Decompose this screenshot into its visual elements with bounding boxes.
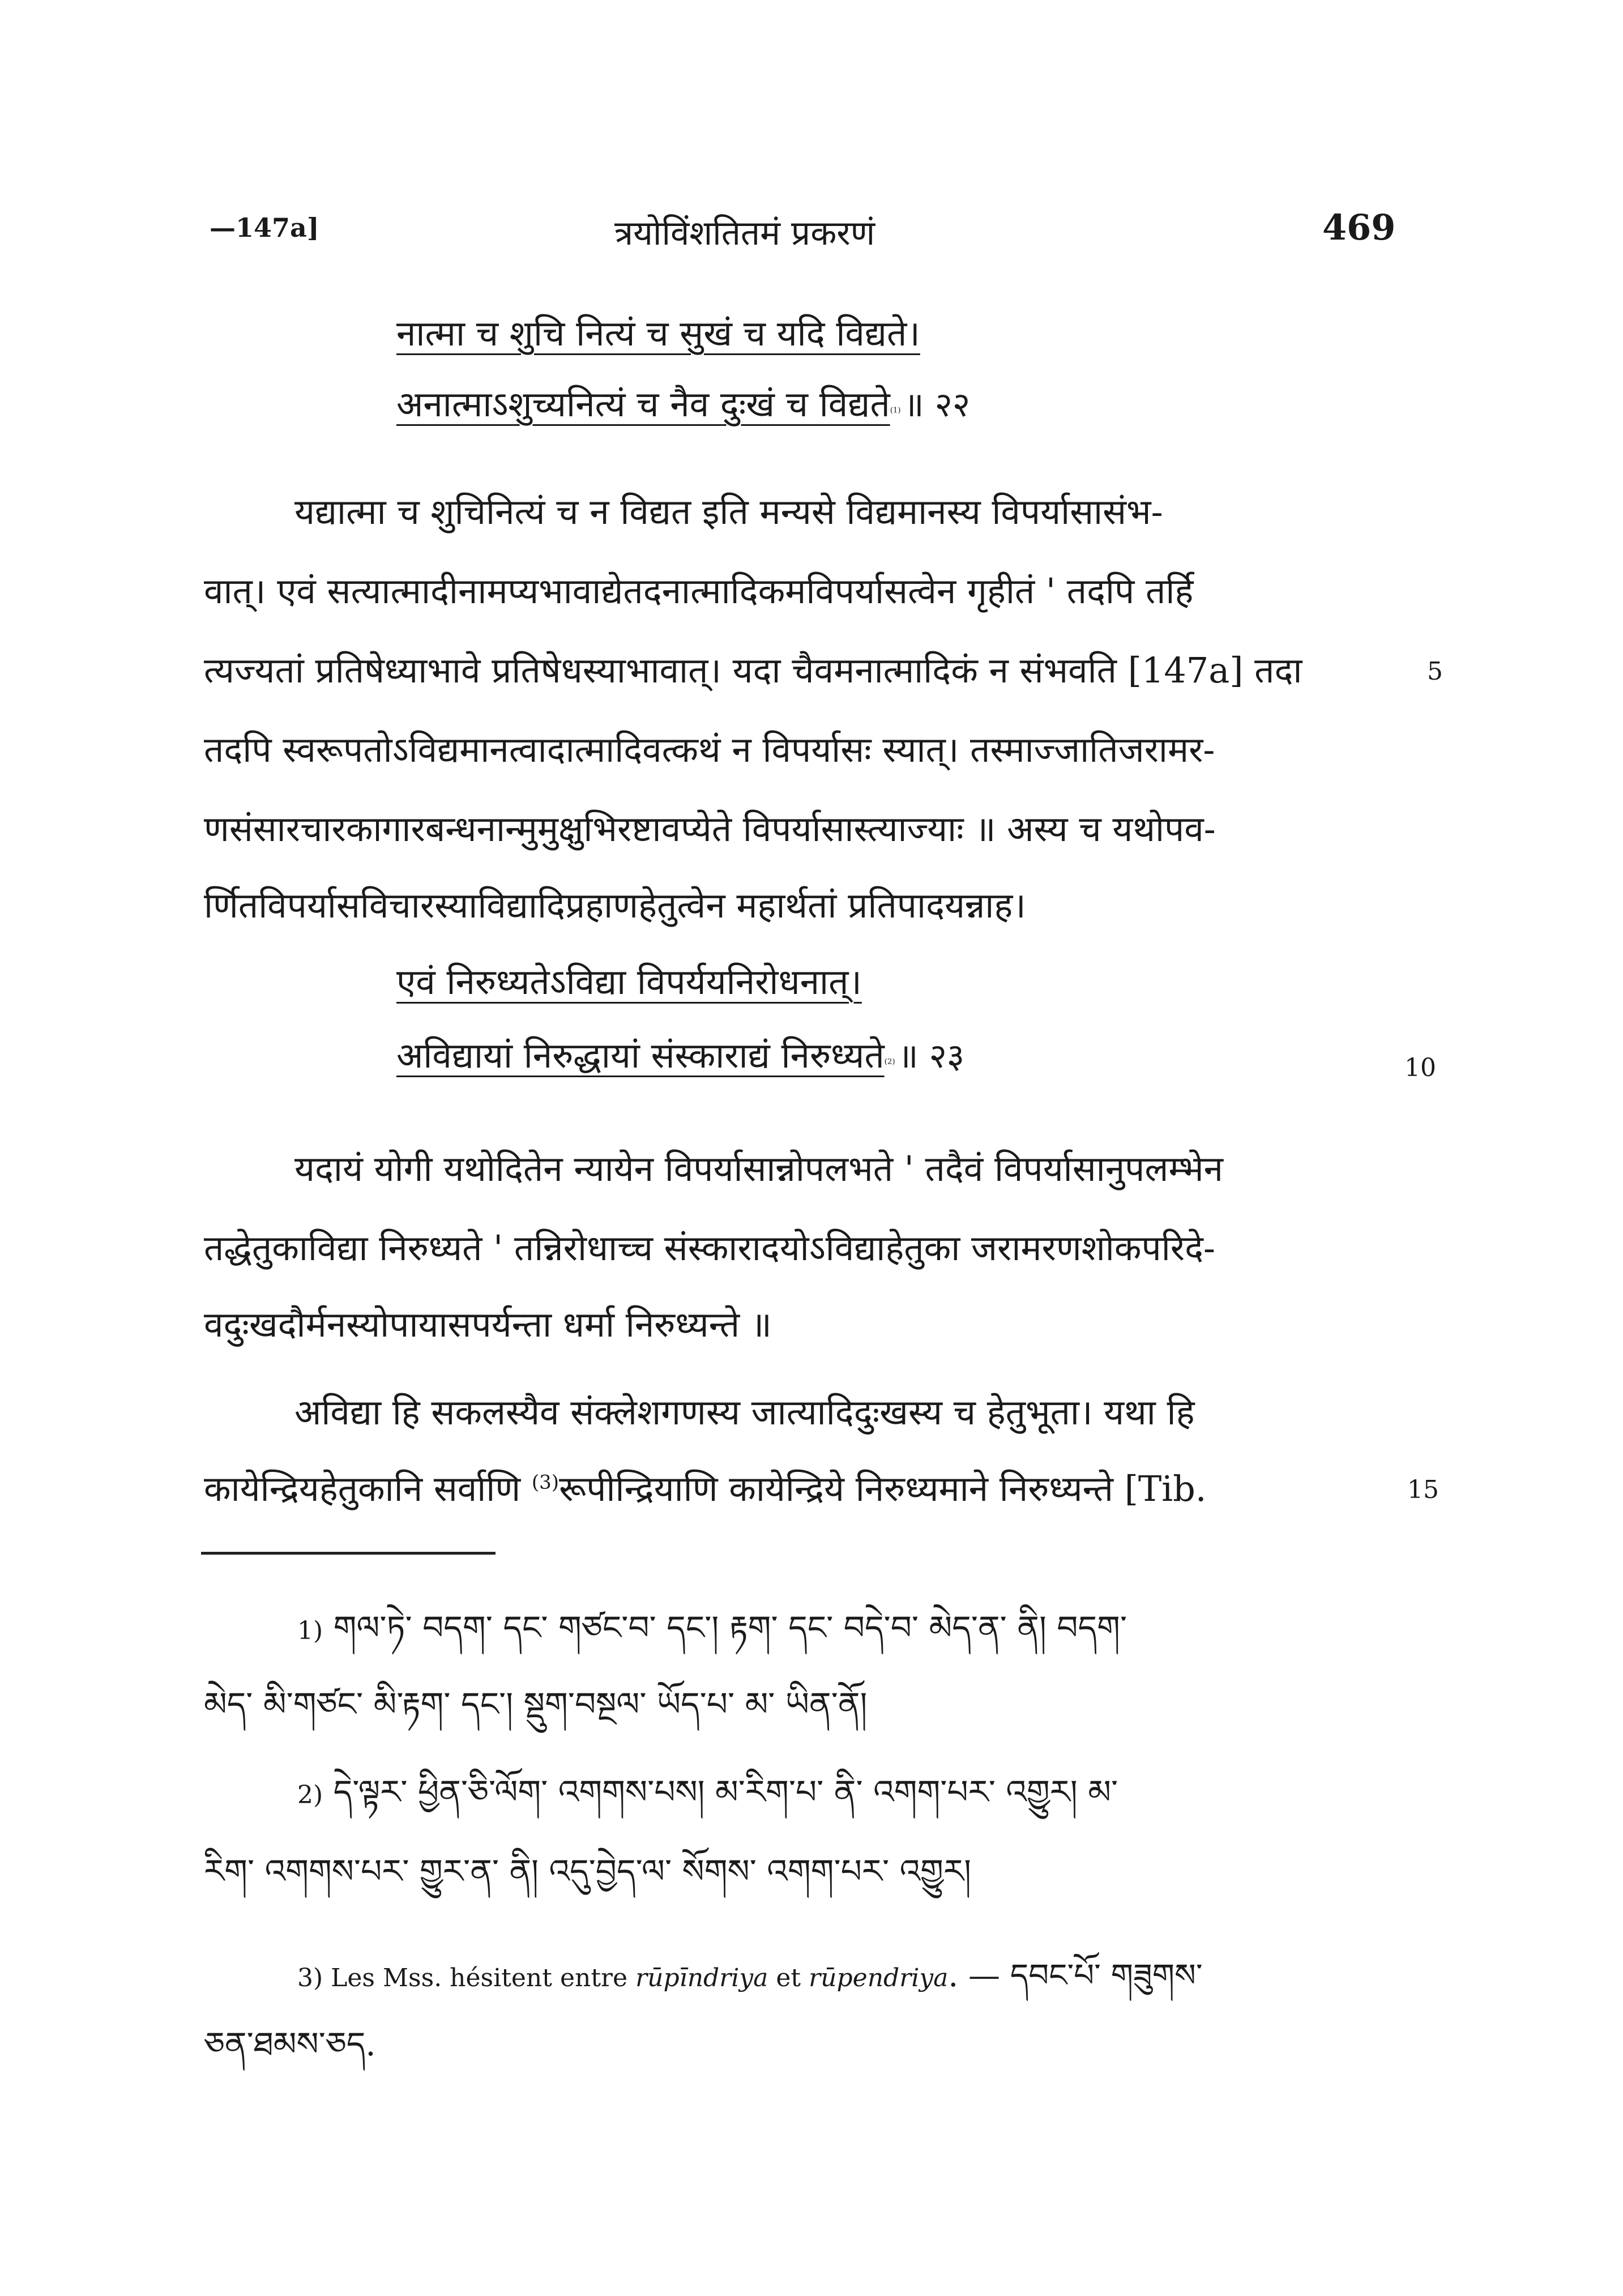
header-chapter-title: त्रयोविंशतितमं प्रकरणं: [614, 214, 875, 253]
para2-line-2: तद्धेतुकाविद्या निरुध्यते ' तन्निरोधाच्च संस्कारादयोऽविद्याहेतुका जरामरणशोकपरिदे-: [204, 1227, 1215, 1269]
verse-22-line-2: [396, 379, 970, 427]
page-number: 469: [1322, 207, 1396, 248]
para3-line-2-start: कायेन्द्रियहेतुकानि सर्वाणि: [204, 1468, 521, 1509]
verse-23-line-2-text: अविद्यायां निरुद्धायां संस्काराद्यं निरुध्यते: [396, 1035, 885, 1076]
para3-line-2: [204, 1464, 1207, 1512]
footnote-3-term-rupindriya: rūpīndriya: [635, 1964, 768, 1992]
para1-line-4: तदपि स्वरूपतोऽविद्यमानत्वादात्मादिवत्कथं न विपर्यासः स्यात्। तस्माज्जातिजरामर-: [204, 729, 1215, 770]
para3-line-1: अविद्या हि सकलस्यैव संक्लेशगणस्य जात्यादिदुःखस्य च हेतुभूता। यथा हि: [294, 1392, 1195, 1433]
footnote-3-term-rupendriya: rūpendriya: [809, 1964, 949, 1992]
footnote-separator: [201, 1552, 496, 1555]
footnote-2-text-1: དེ་ལྟར་ ཕྱིན་ཅི་ལོག་ འགགས་པས། མ་རིག་པ་ ནི་ འགག་པར་ འགྱུར། མ་: [333, 1773, 1118, 1811]
para1-line-6: र्णितविपर्यासविचारस्याविद्यादिप्रहाणहेतुत्वेन महार्थतां प्रतिपादयन्नाह।: [204, 885, 1026, 926]
footnote-3-line-1: [297, 1940, 1203, 2029]
verse-22-line-1: नात्मा च शुचि नित्यं च सुखं च यदि विद्यते।: [396, 313, 920, 354]
para1-line-3: त्यज्यतां प्रतिषेध्याभावे प्रतिषेधस्याभावात्। यदा चैवमनात्मादिकं न संभवति [147a] तदा: [204, 650, 1302, 691]
footnote-mark-3[interactable]: (3): [531, 1471, 559, 1494]
line-number-10: 10: [1404, 1053, 1436, 1082]
footnote-mark-1[interactable]: (1): [890, 406, 901, 415]
line-number-5: 5: [1427, 657, 1443, 686]
para2-line-1: यदायं योगी यथोदितेन न्यायेन विपर्यासान्नोपलभते ' तदैवं विपर्यासानुपलम्भेन: [294, 1148, 1223, 1189]
verse-number-23: ॥ २३: [898, 1036, 965, 1076]
footnote-3-text: Les Mss. hésitent entre: [331, 1964, 628, 1992]
header-section-ref: —147a]: [210, 212, 319, 243]
footnote-2-line-1: [297, 1756, 1118, 1848]
line-number-15: 15: [1407, 1475, 1439, 1504]
footnote-3-tibetan: . — དབང་པོ་ གཟུགས་: [948, 1957, 1203, 1994]
para1-line-1: यद्यात्मा च शुचिनित्यं च न विद्यत इति मन्यसे विद्यमानस्य विपर्यासासंभ-: [294, 491, 1163, 532]
footnote-3-number: 3): [297, 1964, 323, 1992]
verse-number-22: ॥ २२: [903, 385, 971, 425]
footnote-2-number: 2): [297, 1781, 323, 1810]
footnote-1-text-1: གལ་ཏེ་ བདག་ དང་ གཙང་བ་ དང་། རྟག་ དང་ བདེ་བ་ མེད་ན་ ནི། བདག་: [333, 1608, 1127, 1647]
para3-line-2-end: रूपीन्द्रियाणि कायेन्द्रिये निरुध्यमाने निरुध्यन्ते [Tib.: [559, 1468, 1207, 1509]
verse-22-line-2-text: अनात्माऽशुच्यनित्यं च नैव दुःखं च विद्यते: [396, 383, 890, 425]
footnote-2-line-2: རིག་ འགགས་པར་ གྱུར་ན་ ནི། འདུ་བྱེད་ལ་ སོགས་ འགག་པར་ འགྱུར།: [204, 1852, 972, 1890]
para1-line-5: णसंसारचारकागारबन्धनान्मुमुक्षुभिरष्टावप्येते विपर्यासास्त्याज्याः ॥ अस्य च यथोपव-: [204, 808, 1216, 850]
footnote-mark-2[interactable]: (2): [884, 1057, 895, 1066]
para2-line-3: वदुःखदौर्मनस्योपायासपर्यन्ता धर्मा निरुध्यन्ते ॥: [204, 1304, 772, 1345]
footnote-3-et: et: [776, 1964, 801, 1992]
footnote-1-line-2: མེད་ མི་གཙང་ མི་རྟག་ དང་། སྡུག་བསྔལ་ ཡོད་པ་ མ་ ཡིན་ནོ།: [204, 1685, 868, 1723]
para1-line-2: वात्। एवं सत्यात्मादीनामप्यभावाद्येतदनात्मादिकमविपर्यासत्वेन गृहीतं ' तदपि तर्हि: [204, 570, 1194, 612]
footnote-3-line-2: ཅན་ཐམས་ཅད.: [204, 2025, 376, 2063]
footnote-1-number: 1): [297, 1616, 323, 1645]
verse-23-line-1: एवं निरुध्यतेऽविद्या विपर्ययनिरोधनात्।: [396, 961, 862, 1002]
verse-23-line-2: [396, 1031, 964, 1078]
